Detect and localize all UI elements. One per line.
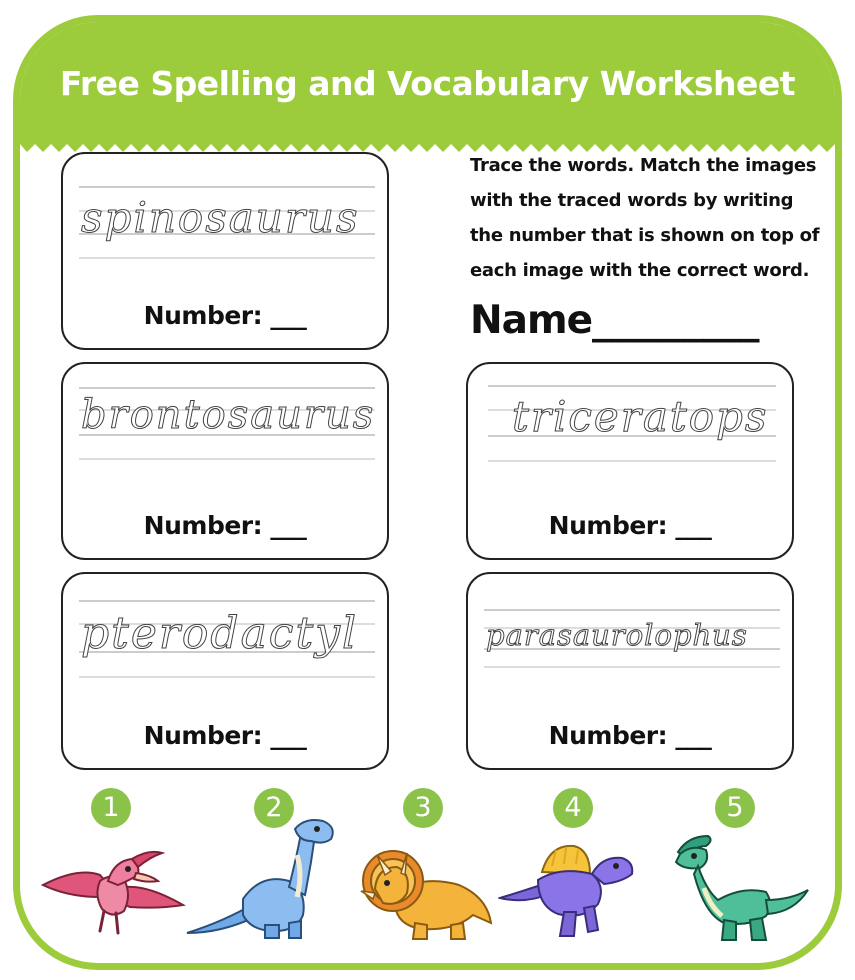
spinosaurus-icon[interactable] bbox=[498, 840, 638, 940]
instructions-text: Trace the words. Match the images with the traced words by writing the number that is shown on top of each image with the correct word. bbox=[470, 155, 820, 281]
triceratops-icon[interactable] bbox=[355, 845, 495, 940]
number-badge: 1 bbox=[91, 788, 131, 828]
trace-word: pterodactyl bbox=[81, 608, 359, 659]
trace-word: parasaurolophus bbox=[486, 618, 748, 652]
trace-word: brontosaurus bbox=[81, 392, 376, 438]
number-blank[interactable]: Number: ___ bbox=[143, 721, 307, 750]
number-blank[interactable]: Number: ___ bbox=[143, 301, 307, 330]
worksheet-title: Free Spelling and Vocabulary Worksheet bbox=[59, 64, 796, 103]
trace-card-brontosaurus bbox=[61, 362, 389, 560]
number-badge: 5 bbox=[715, 788, 755, 828]
trace-card-triceratops bbox=[466, 362, 794, 560]
number-badge: 2 bbox=[254, 788, 294, 828]
parasaurolophus-icon[interactable] bbox=[670, 830, 810, 942]
trace-word: triceratops bbox=[512, 392, 769, 441]
trace-word: spinosaurus bbox=[81, 193, 360, 242]
trace-card-parasaurolophus bbox=[466, 572, 794, 770]
number-badge: 3 bbox=[403, 788, 443, 828]
trace-card-pterodactyl bbox=[61, 572, 389, 770]
name-field[interactable]: Name_________ bbox=[470, 298, 759, 343]
brontosaurus-icon[interactable] bbox=[185, 815, 340, 940]
pterodactyl-icon[interactable] bbox=[38, 845, 188, 945]
trace-card-spinosaurus bbox=[61, 152, 389, 350]
number-badge: 4 bbox=[553, 788, 593, 828]
number-blank[interactable]: Number: ___ bbox=[548, 511, 712, 540]
number-blank[interactable]: Number: ___ bbox=[548, 721, 712, 750]
number-blank[interactable]: Number: ___ bbox=[143, 511, 307, 540]
